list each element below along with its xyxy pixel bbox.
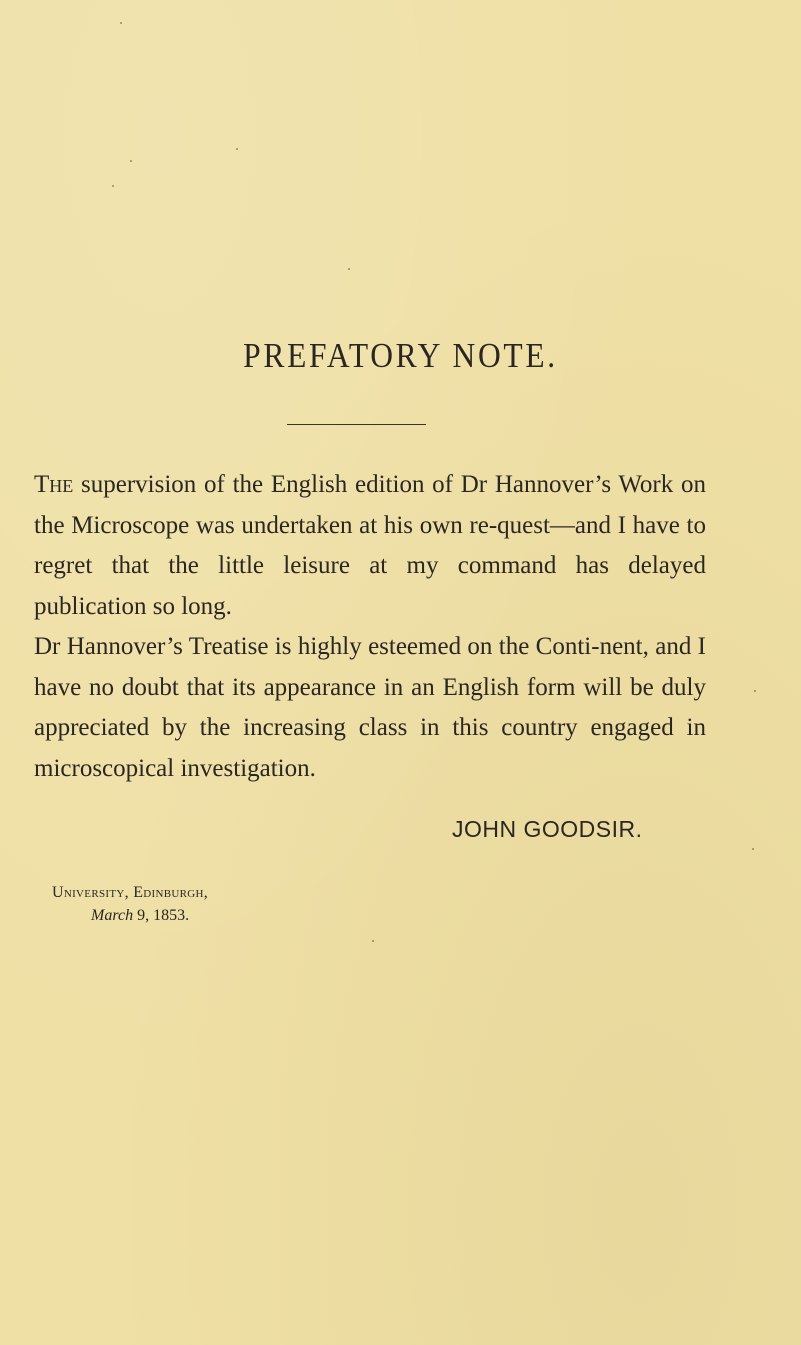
paragraph-1-lead: The [34, 471, 74, 498]
paper-speck [120, 22, 122, 24]
page-title: PREFATORY NOTE. [243, 336, 558, 375]
paragraph-2 [34, 627, 706, 789]
paper-speck [752, 848, 754, 850]
paragraph-1 [34, 465, 706, 627]
date-line [91, 906, 189, 926]
note-body [34, 465, 706, 789]
paper-speck [372, 940, 374, 942]
date-month: March [91, 907, 134, 924]
title-rule [287, 424, 426, 425]
paper-speck [348, 268, 350, 270]
author-signature: JOHN GOODSIR. [452, 816, 643, 842]
paper-speck [754, 690, 756, 692]
date-rest: 9, 1853. [133, 907, 190, 924]
paper-speck [130, 160, 132, 162]
paper-speck [236, 148, 238, 150]
paragraph-1-text: supervision of the English edition of Dr Hannover’s Work on the Microscope was undertaken at his own re-quest—and I have to regret that the little leisure at my command has delayed publication so long. [34, 471, 706, 620]
paragraph-2-text: Dr Hannover’s Treatise is highly esteemed on the Conti-nent, and I have no doubt that its appearance in an English form will be duly appreciated by the increasing class in this country engaged in microscopical investigation. [34, 633, 706, 782]
paper-speck [112, 185, 114, 187]
place-line: University, Edinburgh, [52, 884, 209, 901]
